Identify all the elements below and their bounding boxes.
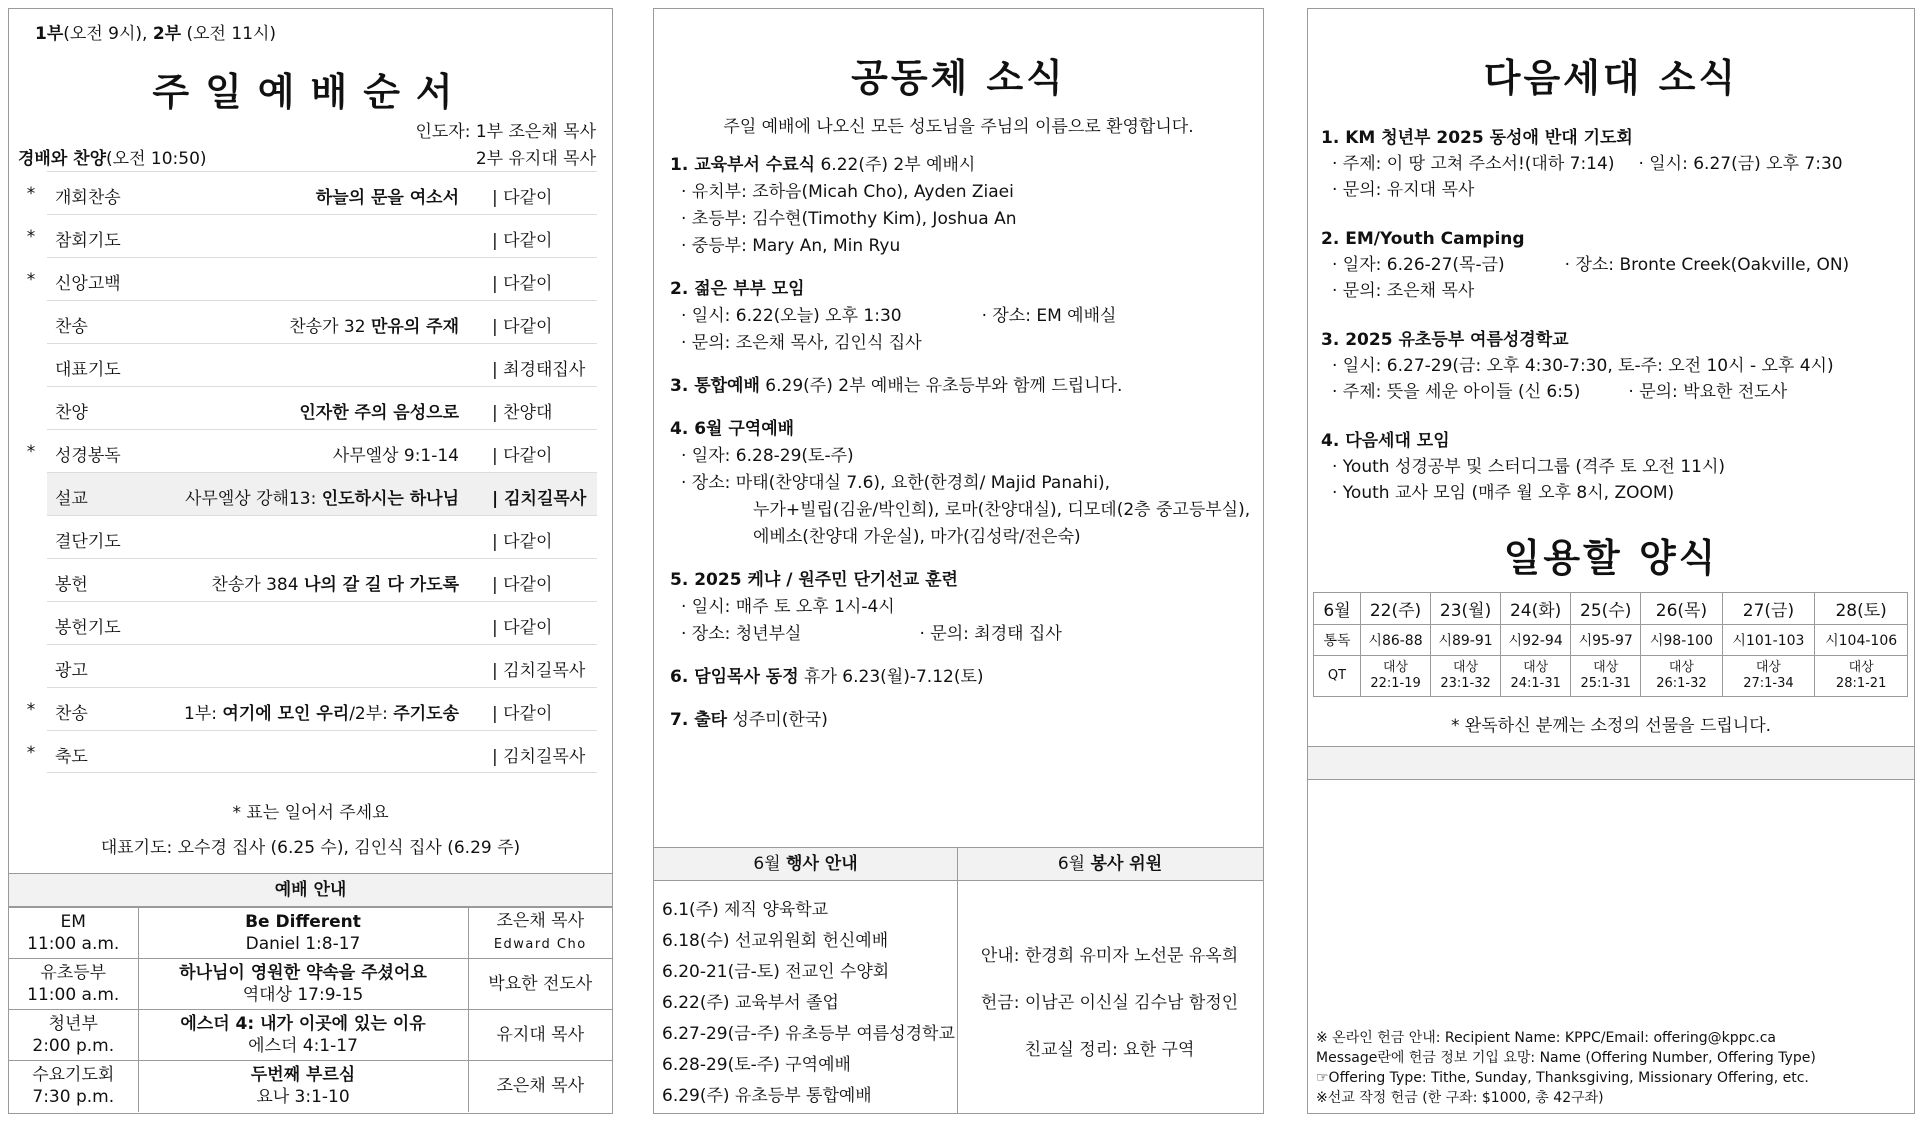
reading-plan-table [1313, 592, 1908, 697]
leader-line-2: 2부 유지대 목사 [475, 149, 596, 169]
worship-order-panel [8, 8, 613, 1114]
table-row: EM 11:00 a.m. Be Different Daniel 1:8-17 조은채 목사 Edward Cho [9, 908, 612, 959]
stand-note: * 표는 일어서 주세요 [232, 803, 389, 823]
worship-guide-table [9, 907, 612, 1112]
order-row: 봉헌 찬송가 384 나의 갈 길 다 가도록 | 다같이 [47, 558, 597, 601]
order-row: 대표기도 | 최경태집사 [47, 343, 597, 386]
gift-note: * 완독하신 분께는 소정의 선물을 드립니다. [1450, 716, 1772, 736]
volunteers-title: 6월 봉사 위원 [1057, 854, 1163, 874]
online-offering-info: ※ 온라인 헌금 안내: Recipient Name: KPPC/Email: offering@kppc.ca Message란에 헌금 정보 기입 요망: Name (Offering Number, Offering Type) ☞Offering Type: Tithe, Sunday, Thanksgiving, Missionary Offering, etc. ※선교 작정 헌금 (한 구좌: $1000, 총 42구좌) [1316, 1030, 1816, 1106]
events-list [662, 895, 955, 1112]
news-item: 2. 젊은 부부 모임 · 일시: 6.22(오늘) 오후 1:30 · 장소: EM 예배실 · 문의: 조은채 목사, 김인식 집사 [670, 279, 1117, 353]
community-title: 공동체 소식 [851, 56, 1066, 100]
order-row: * 개회찬송 하늘의 문을 여소서 | 다같이 [47, 171, 597, 214]
order-row: 찬송 찬송가 32 만유의 주재 | 다같이 [47, 300, 597, 343]
service-times: 1부(오전 9시), 2부 (오전 11시) [35, 24, 277, 44]
order-row: 결단기도 | 다같이 [47, 515, 597, 558]
events-title: 6월 행사 안내 [753, 854, 858, 874]
daily-bread-title: 일용할 양식 [1503, 536, 1719, 580]
news-item: 5. 2025 케냐 / 원주민 단기선교 훈련 · 일시: 매주 토 오후 1시-4시 · 장소: 청년부실 · 문의: 최경태 집사 [670, 570, 1062, 644]
news-item: 2. EM/Youth Camping · 일자: 6.26-27(목-금) · 장소: Bronte Creek(Oakville, ON) · 문의: 조은채 목사 [1321, 229, 1850, 301]
events-header [654, 847, 1263, 881]
list-item: 안내: 한경희 유미자 노선문 유옥희 [980, 946, 1239, 966]
list-item: 6.27-29(금-주) 유초등부 여름성경학교 [662, 1024, 955, 1044]
worship-guide-header: 예배 안내 [9, 873, 612, 907]
volunteers-list [956, 933, 1263, 1074]
list-item: 6.29(주) 유초등부 통합예배 [662, 1086, 872, 1106]
table-row: 유초등부 11:00 a.m. 하나님이 영원한 약속을 주셨어요 역대상 17:9-15 박요한 전도사 [9, 959, 612, 1010]
welcome-text: 주일 예배에 나오신 모든 성도님을 주님의 이름으로 환영합니다. [723, 117, 1194, 137]
list-item: 친교실 정리: 요한 구역 [1024, 1040, 1195, 1060]
news-item: 6. 담임목사 동정 휴가 6.23(월)-7.12(토) [670, 667, 984, 687]
order-row: 광고 | 김치길목사 [47, 644, 597, 687]
list-item: 헌금: 이남곤 이신실 김수남 함정인 [980, 993, 1239, 1013]
list-item: 6.22(주) 교육부서 졸업 [662, 993, 839, 1013]
community-news-list [670, 152, 1255, 750]
leader-line-1: 인도자: 1부 조은채 목사 [415, 122, 596, 142]
list-item: 6.1(주) 제직 양육학교 [662, 900, 829, 920]
news-item: 1. KM 청년부 2025 동성애 반대 기도회 · 주제: 이 땅 고쳐 주소서!(대하 7:14) · 일시: 6.27(금) 오후 7:30 · 문의: 유지대 목사 [1321, 128, 1843, 200]
order-row: 찬양 인자한 주의 음성으로 | 찬양대 [47, 386, 597, 429]
order-row: * 신앙고백 | 다같이 [47, 257, 597, 300]
community-news-panel [653, 8, 1264, 1114]
nextgen-title: 다음세대 소식 [1483, 56, 1739, 100]
next-generation-panel [1307, 8, 1915, 1114]
news-item: 1. 교육부서 수료식 6.22(주) 2부 예배시 · 유치부: 조하음(Micah Cho), Ayden Ziaei · 초등부: 김수현(Timothy Kim), Joshua An · 중등부: Mary An, Min Ryu [670, 155, 1017, 256]
order-row: * 성경봉독 사무엘상 9:1-14 | 다같이 [47, 429, 597, 472]
order-row-sermon: 설교 사무엘상 강해13: 인도하시는 하나님 | 김치길목사 [47, 472, 597, 515]
table-row: QT 대상 22:1-19 대상 23:1-32 대상 24:1-31 대상 25:1-31 대상 26:1-32 대상 27:1-34 대상 28:1-21 [1314, 656, 1908, 697]
order-row: * 참회기도 | 다같이 [47, 214, 597, 257]
order-row: * 찬송 1부: 여기에 모인 우리/2부: 주기도송 | 다같이 [47, 687, 597, 730]
order-list [26, 171, 597, 773]
prayer-representatives: 대표기도: 오수경 집사 (6.25 수), 김인식 집사 (6.29 주) [100, 838, 521, 858]
news-item: 4. 다음세대 모임 · Youth 성경공부 및 스터디그룹 (격주 토 오전 11시) · Youth 교사 모임 (매주 월 오후 8시, ZOOM) [1321, 431, 1726, 503]
list-item: 6.20-21(금-토) 전교인 수양회 [662, 962, 890, 982]
order-row: * 축도 | 김치길목사 [47, 730, 597, 773]
news-item: 3. 2025 유초등부 여름성경학교 · 일시: 6.27-29(금: 오후 4:30-7:30, 토-주: 오전 10시 - 오후 4시) · 주제: 뜻을 세운 아이들 (신 6:5) · 문의: 박요한 전도사 [1321, 330, 1834, 402]
divider-band [1308, 746, 1914, 780]
table-row: 6월 22(주) 23(월) 24(화) 25(수) 26(목) 27(금) 28(토) [1314, 593, 1908, 625]
order-row: 봉헌기도 | 다같이 [47, 601, 597, 644]
news-item: 7. 출타 성주미(한국) [670, 710, 828, 730]
page-title: 주일예배순서 [152, 70, 469, 114]
table-row: 수요기도회 7:30 p.m. 두번째 부르심 요나 3:1-10 조은채 목사 [9, 1061, 612, 1112]
list-item: 6.28-29(토-주) 구역예배 [662, 1055, 851, 1075]
news-item: 4. 6월 구역예배 · 일자: 6.28-29(토-주) · 장소: 마태(찬양대실 7.6), 요한(한경희/ Majid Panahi), 누가+빌립(김윤/박인희), 로마(찬양대실), 디모데(2층 중고등부실), 에베소(찬양대 가운실), 마가(김성락/전은숙) [670, 419, 1251, 547]
table-row: 통독 시86-88 시89-91 시92-94 시95-97 시98-100 시101-103 시104-106 [1314, 625, 1908, 656]
nextgen-news-list [1321, 125, 1906, 529]
list-item: 6.18(수) 선교위원회 헌신예배 [662, 931, 889, 951]
news-item: 3. 통합예배 6.29(주) 2부 예배는 유초등부와 함께 드립니다. [670, 376, 1123, 396]
table-row: 청년부 2:00 p.m. 에스더 4: 내가 이곳에 있는 이유 에스더 4:1-17 유지대 목사 [9, 1010, 612, 1061]
opening-praise: 경배와 찬양(오전 10:50) [18, 149, 207, 169]
